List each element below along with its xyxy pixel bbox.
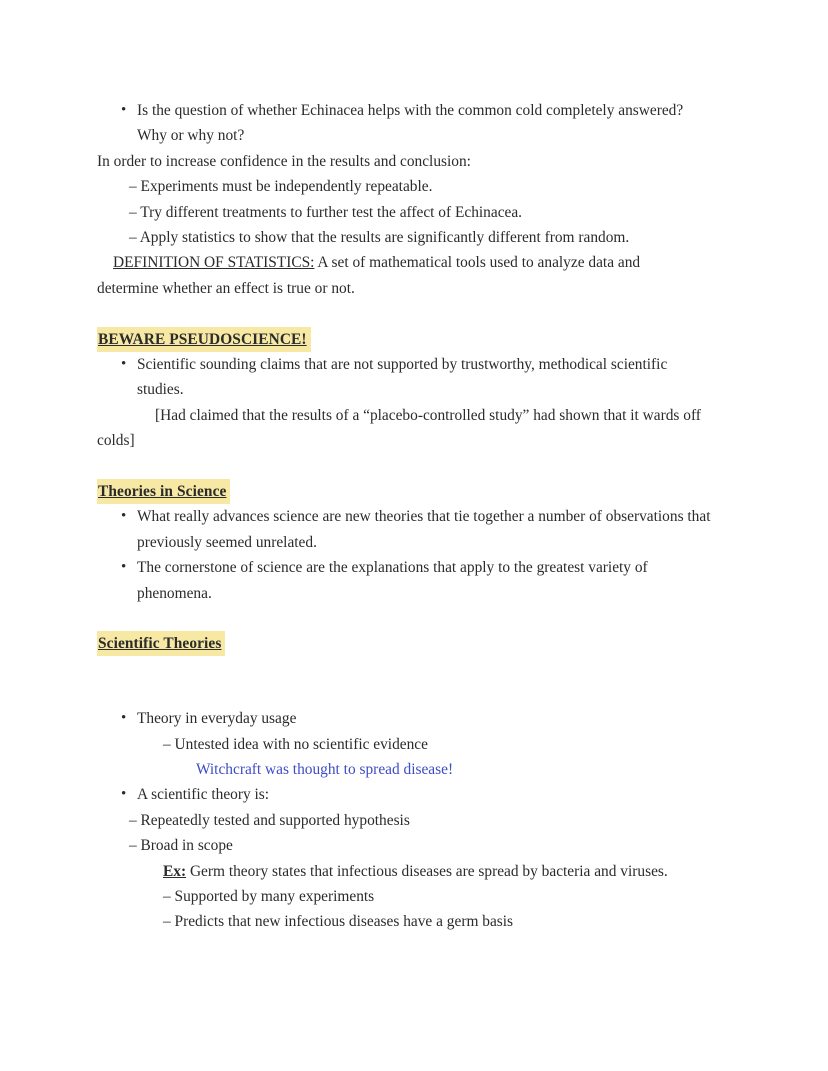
everyday-bullet-text: Theory in everyday usage (137, 710, 297, 728)
example-label: Ex: (163, 862, 187, 880)
heading-scientific-theories: Scientific Theories (97, 631, 225, 656)
witchcraft-line: Witchcraft was thought to spread disease! (196, 761, 454, 779)
definition-body: A set of mathematical tools used to analyze data and (314, 254, 641, 272)
dash-repeatable: – Experiments must be independently repeatable. (129, 178, 433, 196)
list-item (97, 782, 717, 807)
question-bullet-line-2: Why or why not? (137, 127, 245, 145)
bullet-marker-icon: • (121, 559, 127, 576)
list-item (97, 98, 717, 149)
section-gap (97, 454, 717, 479)
list-item (97, 504, 717, 555)
question-bullet-list (97, 98, 717, 149)
heading-theories-in-science-row (97, 479, 717, 504)
list-item (97, 706, 717, 731)
theories-bullet-2: The cornerstone of science are the explanations that apply to the greatest variety of phenomena. (137, 559, 648, 602)
list-item (97, 555, 717, 606)
beware-bullet-list (97, 352, 717, 403)
heading-theories-in-science: Theories in Science (97, 479, 230, 504)
heading-scientific-theories-row (97, 631, 717, 656)
section-gap (97, 301, 717, 326)
heading-beware-pseudoscience: BEWARE PSEUDOSCIENCE! (97, 327, 311, 352)
heading-beware-row (97, 327, 717, 352)
definition-runover: determine whether an effect is true or not. (97, 279, 355, 297)
scientific-theory-bullet-list (97, 782, 717, 807)
theory-dash-1: – Repeatedly tested and supported hypothesis (129, 811, 410, 829)
question-bullet-line-1: Is the question of whether Echinacea helps with the common cold completely answered? (137, 102, 684, 119)
example-body: Germ theory states that infectious diseases are spread by bacteria and viruses. (186, 862, 668, 880)
note-body (97, 98, 717, 935)
example-dash-1: – Supported by many experiments (163, 888, 375, 906)
theory-dash-2: – Broad in scope (129, 837, 233, 855)
example-line (163, 859, 717, 884)
section-gap (97, 606, 717, 631)
bullet-marker-icon: • (121, 102, 127, 118)
beware-bracket-note: [Had claimed that the results of a “placebo-controlled study” had shown that it wards off colds] (97, 406, 701, 450)
bullet-marker-icon: • (121, 710, 127, 727)
bullet-marker-icon: • (121, 508, 127, 525)
in-order-line: In order to increase confidence in the results and conclusion: (97, 152, 471, 170)
beware-bullet-text: Scientific sounding claims that are not supported by trustworthy, methodical scientific studies. (137, 356, 668, 399)
definition-label: DEFINITION OF STATISTICS: (113, 254, 315, 272)
definition-of-statistics-line (113, 250, 717, 275)
theories-bullet-list (97, 504, 717, 606)
scientific-theory-bullet-text: A scientific theory is: (137, 786, 270, 804)
bullet-marker-icon: • (121, 786, 127, 803)
example-dash-2: – Predicts that new infectious diseases have a germ basis (163, 913, 514, 931)
list-item (97, 352, 717, 403)
section-gap (97, 657, 717, 682)
everyday-usage-bullet-list (97, 706, 717, 731)
dash-statistics: – Apply statistics to show that the results are significantly different from random. (129, 229, 630, 247)
section-gap (97, 682, 717, 706)
dash-treatments: – Try different treatments to further test the affect of Echinacea. (129, 203, 523, 221)
theories-bullet-1: What really advances science are new theories that tie together a number of observations that previously seemed unrelated. (137, 508, 711, 551)
bullet-marker-icon: • (121, 356, 127, 373)
everyday-dash: – Untested idea with no scientific evidence (163, 735, 428, 753)
